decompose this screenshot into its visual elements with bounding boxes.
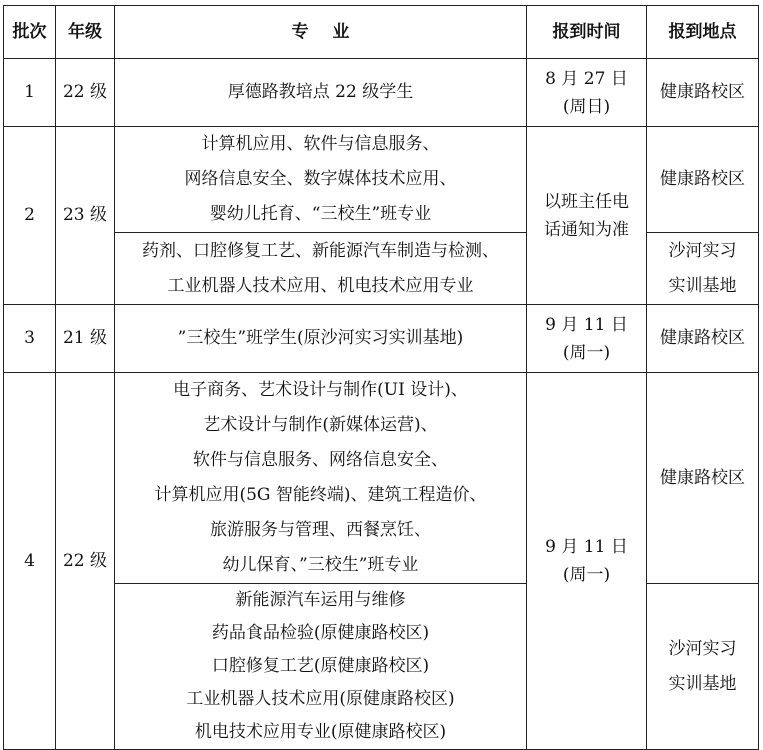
place-line: 实训基地 [668, 275, 737, 296]
time-date: 9 月 11 日 [545, 314, 628, 335]
time-weekday: (周一) [562, 342, 611, 363]
time-weekday: (周一) [562, 565, 611, 585]
major-line: 机电技术应用专业(原健康路校区) [194, 722, 447, 742]
time-date: 9 月 11 日 [545, 537, 628, 557]
place-cell: 健康路校区 [647, 305, 759, 373]
major-cell [115, 127, 527, 233]
major-line: 新能源汽车运用与维修 [235, 590, 406, 610]
schedule-table-container [3, 5, 758, 742]
place-cell [647, 584, 759, 750]
header-row [4, 6, 759, 59]
major-cell: ”三校生”班学生(原沙河实习实训基地) [115, 305, 527, 373]
time-cell [527, 127, 647, 305]
time-weekday: (周日) [562, 96, 611, 117]
header-grade: 年级 [56, 6, 115, 59]
major-line: 药剂、口腔修复工艺、新能源汽车制造与检测、 [142, 240, 499, 261]
time-date: 8 月 27 日 [545, 68, 628, 89]
table-row [4, 373, 759, 584]
major-line: 旅游服务与管理、西餐烹饪、 [210, 520, 431, 540]
major-line: 工业机器人技术应用、机电技术应用专业 [167, 275, 474, 296]
header-batch: 批次 [4, 6, 56, 59]
batch-cell: 3 [4, 305, 56, 373]
place-cell [647, 233, 759, 305]
major-cell [115, 584, 527, 750]
time-note: 话通知为准 [544, 219, 629, 240]
major-line: 艺术设计与制作(新媒体运营)、 [203, 415, 438, 435]
time-cell [527, 59, 647, 127]
grade-cell: 22 级 [56, 59, 115, 127]
registration-schedule-table [3, 5, 759, 750]
table-row [4, 59, 759, 127]
time-cell [527, 373, 647, 750]
header-place: 报到地点 [647, 6, 759, 59]
place-line: 沙河实习 [668, 638, 737, 659]
table-row [4, 127, 759, 233]
time-note: 以班主任电 [544, 191, 629, 212]
major-line: 软件与信息服务、网络信息安全、 [193, 450, 448, 470]
table-row [4, 305, 759, 373]
place-line: 沙河实习 [668, 240, 737, 261]
major-line: 婴幼儿托育、“三校生”班专业 [209, 204, 432, 224]
major-cell: 厚德路教培点 22 级学生 [115, 59, 527, 127]
place-cell: 健康路校区 [647, 127, 759, 233]
major-cell [115, 233, 527, 305]
batch-cell: 1 [4, 59, 56, 127]
major-line: 药品食品检验(原健康路校区) [211, 623, 430, 643]
grade-cell: 23 级 [56, 127, 115, 305]
grade-cell: 21 级 [56, 305, 115, 373]
major-line: 工业机器人技术应用(原健康路校区) [186, 689, 455, 709]
major-line: 幼儿保育、”三校生”班专业 [222, 555, 419, 575]
major-line: 网络信息安全、数字媒体技术应用、 [184, 169, 457, 189]
header-time: 报到时间 [527, 6, 647, 59]
place-cell: 健康路校区 [647, 59, 759, 127]
grade-cell: 22 级 [56, 373, 115, 750]
major-line: 计算机应用(5G 智能终端)、建筑工程造价、 [154, 485, 487, 505]
major-line: 口腔修复工艺(原健康路校区) [211, 656, 430, 676]
place-line: 实训基地 [668, 673, 737, 694]
place-cell: 健康路校区 [647, 373, 759, 584]
batch-cell: 2 [4, 127, 56, 305]
major-line: 电子商务、艺术设计与制作(UI 设计)、 [173, 380, 468, 400]
header-major: 专 业 [115, 6, 527, 59]
time-cell [527, 305, 647, 373]
major-cell [115, 373, 527, 584]
major-line: 计算机应用、软件与信息服务、 [201, 134, 440, 154]
batch-cell: 4 [4, 373, 56, 750]
